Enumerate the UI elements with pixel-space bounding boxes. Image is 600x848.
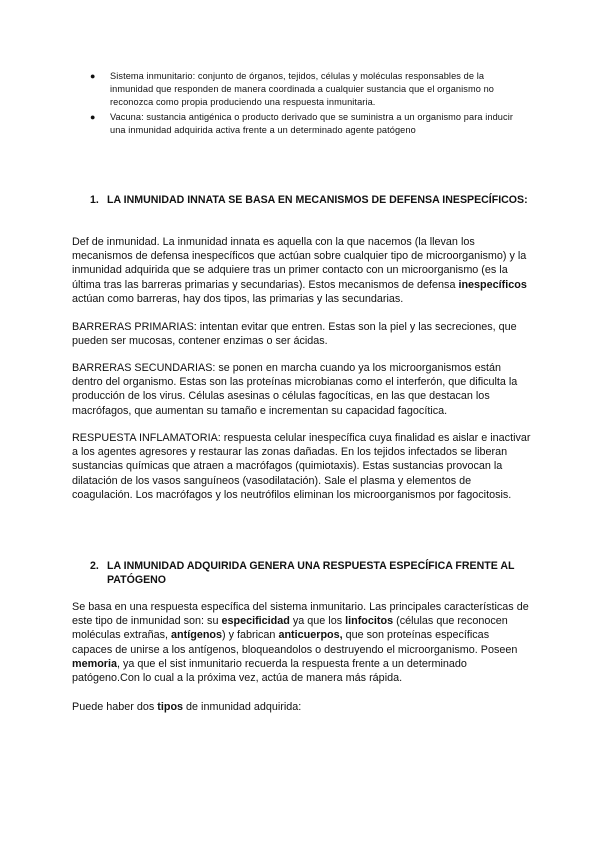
text-run: Puede haber dos	[72, 701, 158, 713]
definition-term: Sistema inmunitario	[110, 71, 193, 81]
text-run: (células que reconocen moléculas extrañas,	[72, 615, 508, 642]
bold-term: especificidad	[221, 615, 290, 628]
definition-item-sistema-inmunitario	[86, 70, 526, 109]
bold-term: linfocitos	[345, 615, 394, 628]
paragraph-innate-definition	[72, 235, 532, 306]
text-run: Se basa en una respuesta específica del sistema inmunitario. Las principales características de este tipo de inmunidad son: su	[72, 601, 529, 628]
bold-term: inespecíficos	[458, 278, 527, 291]
definition-term: Vacuna	[110, 112, 142, 122]
paragraph-adquirida	[72, 600, 532, 685]
text-run: ) y fabrican	[222, 629, 279, 642]
bullet-icon: ●	[90, 112, 96, 122]
paragraph-respuesta-inflamatoria: RESPUESTA INFLAMATORIA: respuesta celular inespecífica cuya finalidad es aislar e inactivar a los agentes agresores y restaurar las zonas dañadas. En los tejidos infectados se liberan sustancias químicas que atraen a macrófagos (quimiotaxis). Estas sustancias provocan la dilatación de los vasos sanguíneos (vasodilatación). Sale el plasma y elementos de coagulación. Los macrófagos y los neutrófilos eliminan los microorganismos por fagocitosis.	[72, 432, 531, 501]
definition-text: : conjunto de órganos, tejidos, células y moléculas responsables de la inmunidad que responden de manera coordinada a cualquier sustancia que el organismo no reconozca como propia produciendo una respuesta inmunitaria.	[110, 71, 495, 107]
paragraph-barreras-primarias: BARRERAS PRIMARIAS: intentan evitar que entren. Estas son la piel y las secreciones, que pueden ser mucosas, contener enzimas o ser ácidas.	[72, 321, 517, 348]
text-run: que son proteínas específicas capaces de unirse a los antígenos, bloqueandolos o destruyendo el microorganismo. Poseen	[72, 629, 518, 656]
paragraph-barreras-secundarias: BARRERAS SECUNDARIAS: se ponen en marcha cuando ya los microorganismos están dentro del organismo. Estas son las proteínas microbianas como el interferón, que dificulta la producción de los virus. Células asesinas o células fagocíticas, en las que destacan los macrófagos, que aumentan su tamaño e incrementan su capacidad fagocítica.	[72, 362, 518, 417]
definition-item-vacuna	[86, 111, 526, 137]
section-1-heading	[90, 193, 530, 207]
text-run: actúan como barreras, hay dos tipos, las primarias y las secundarias.	[72, 292, 404, 305]
section-number: 1.	[90, 194, 99, 206]
section-title: LA INMUNIDAD INNATA SE BASA EN MECANISMOS DE DEFENSA INESPECÍFICOS:	[107, 194, 528, 206]
bold-term: antígenos	[171, 629, 223, 642]
text-run: de inmunidad adquirida:	[183, 701, 302, 713]
text-run: Def de inmunidad. La inmunidad innata es aquella con la que nacemos (la llevan los mecanismos de defensa inespecíficos que actúan sobre cualquier tipo de microorganismo) y la inmunidad adquirida que se adquiere tras un primer contacto con un microorganismo (es la última tras las barreras primarias y secundarias). Estos mecanismos de defensa	[72, 236, 527, 291]
definitions-list	[86, 70, 526, 139]
definition-text: : sustancia antigénica o producto derivado que se suministra a un organismo para inducir una inmunidad adquirida activa frente a un determinado agente patógeno	[110, 112, 513, 135]
text-run: , ya que el sist inmunitario recuerda la respuesta frente a un determinado patógeno.Con lo cual a la próxima vez, actúa de manera más rápida.	[72, 657, 467, 685]
bullet-icon: ●	[90, 71, 96, 81]
section-title: LA INMUNIDAD ADQUIRIDA GENERA UNA RESPUESTA ESPECÍFICA FRENTE AL PATÓGENO	[107, 560, 515, 586]
bold-term: anticuerpos,	[278, 629, 343, 642]
bold-term: tipos	[157, 701, 184, 713]
bold-term: memoria	[72, 657, 118, 670]
section-2-heading	[90, 559, 530, 587]
text-run: ya que los	[289, 615, 346, 628]
section-number: 2.	[90, 560, 99, 572]
paragraph-tipos	[72, 700, 532, 714]
